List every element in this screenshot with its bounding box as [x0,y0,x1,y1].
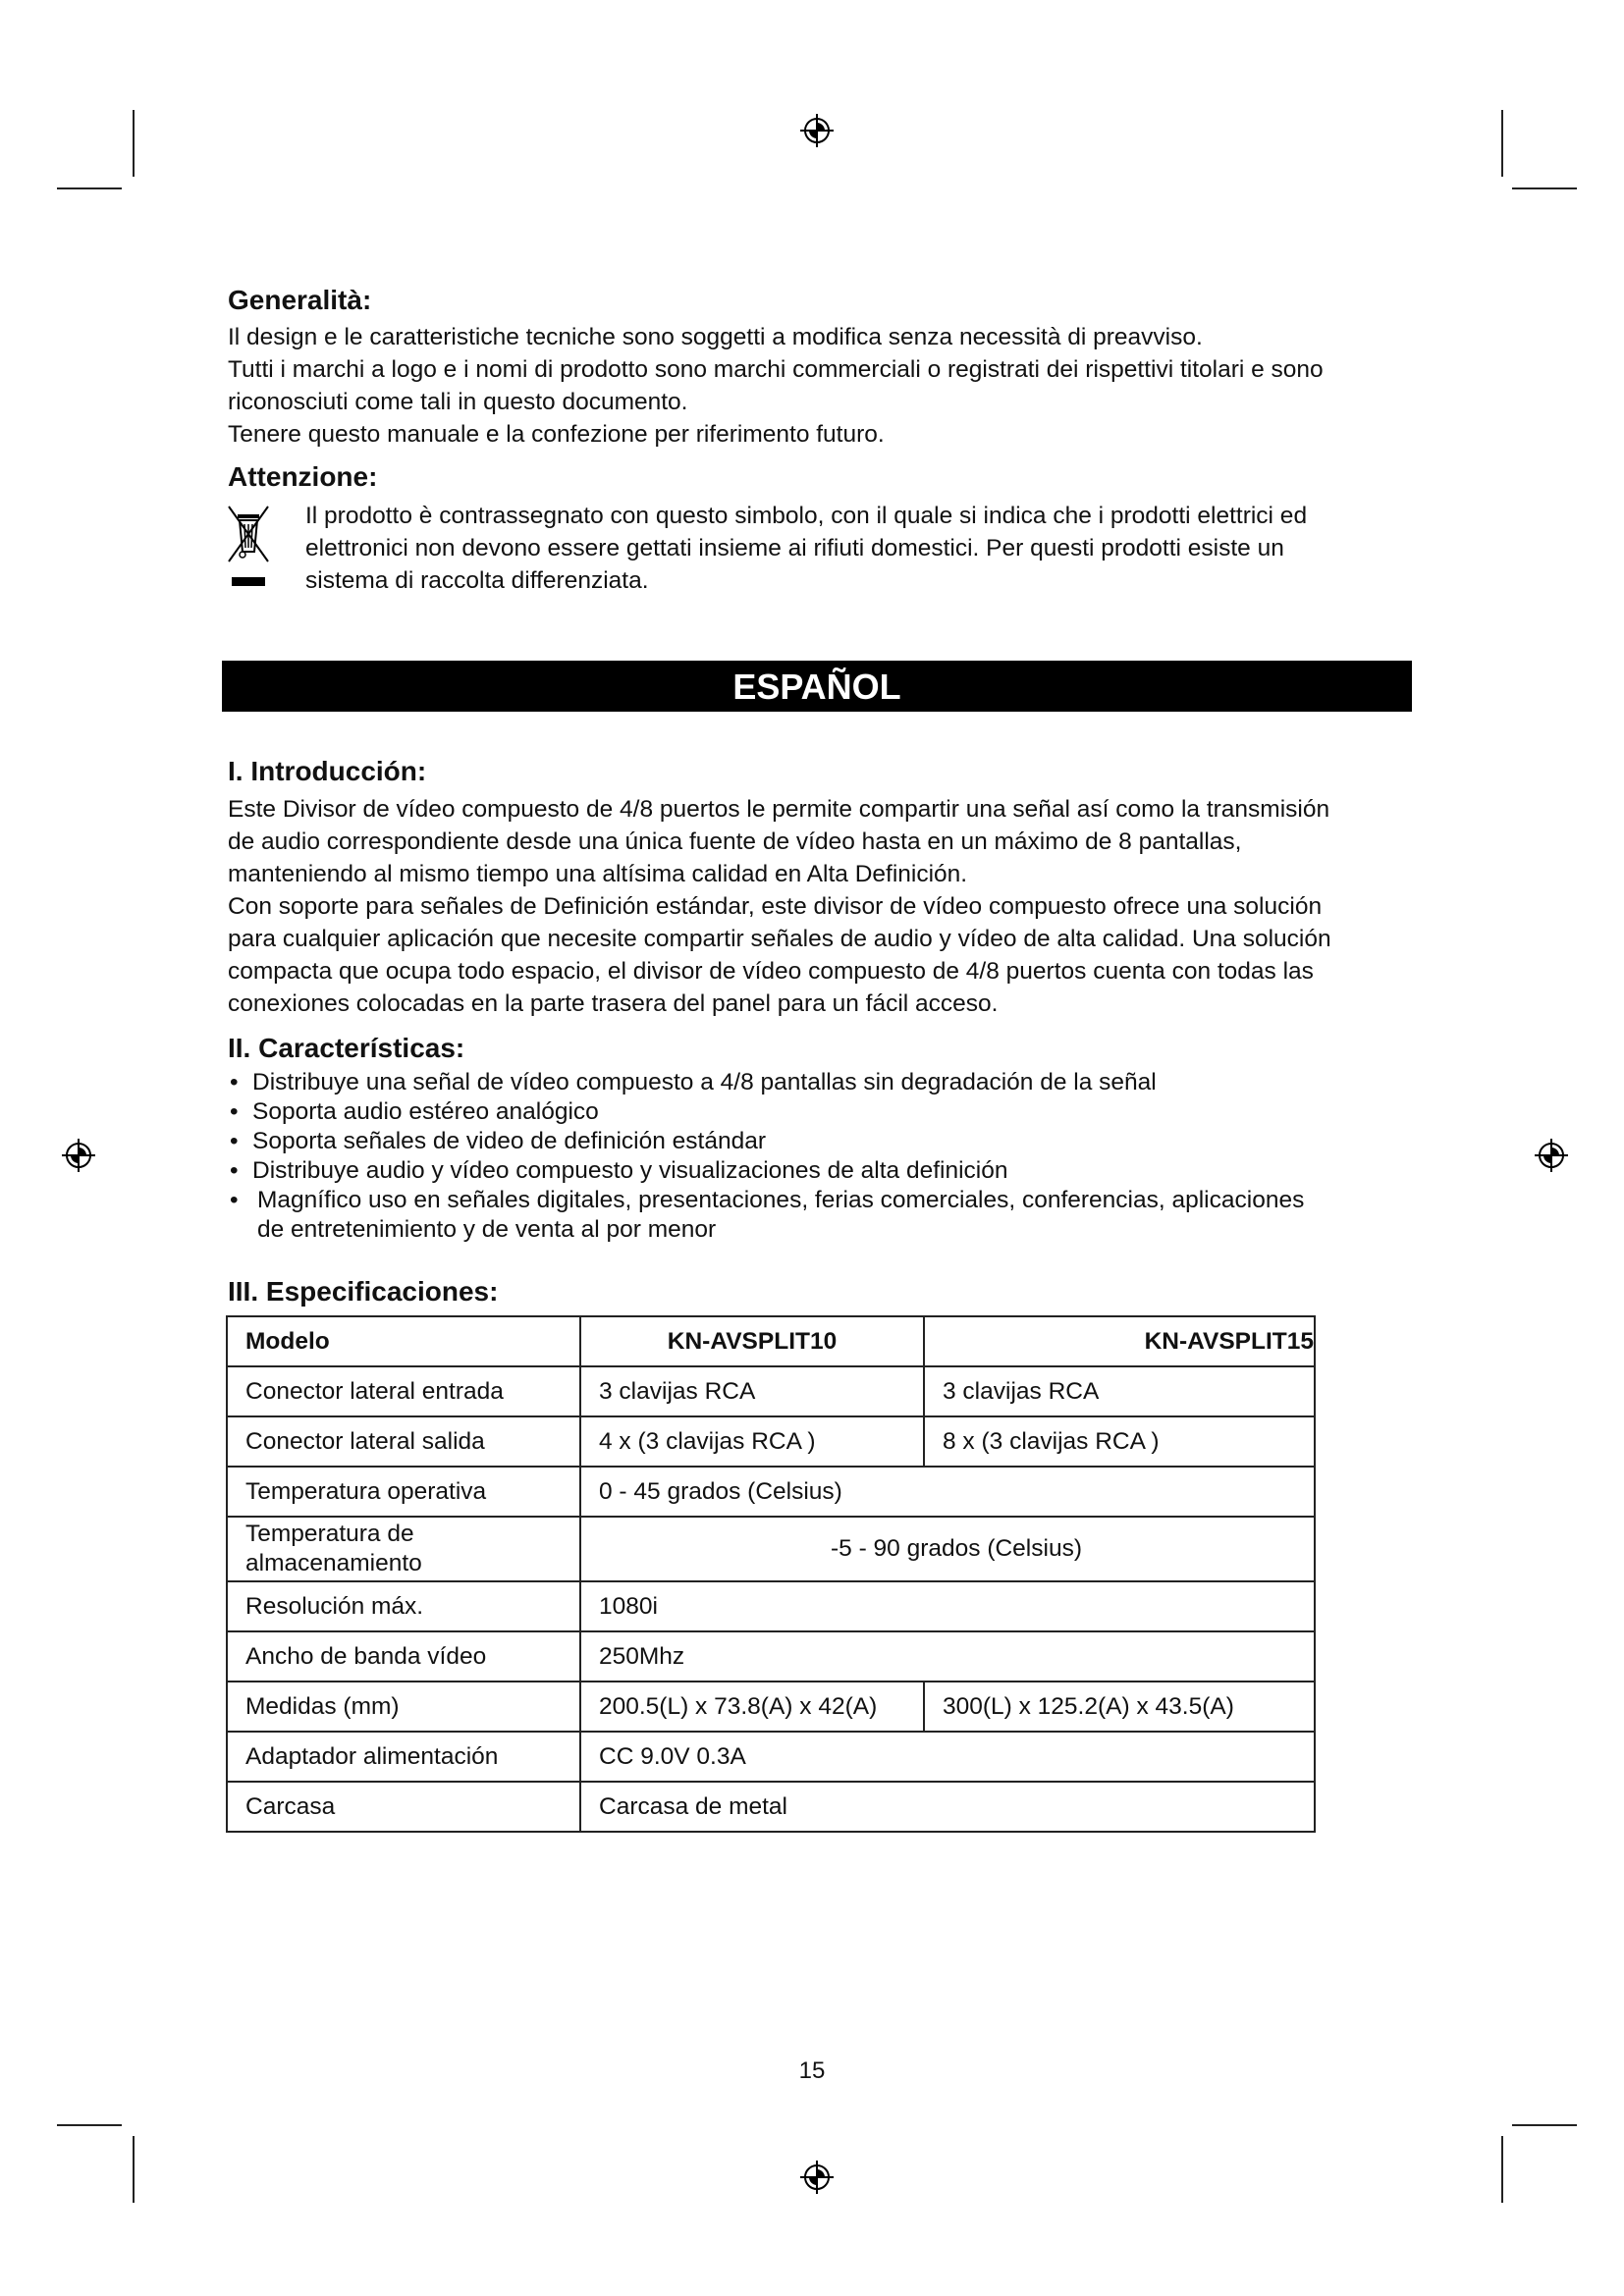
crop-mark [57,187,122,189]
section-heading-introduccion: I. Introducción: [228,756,427,786]
table-row [227,1366,1315,1416]
attenzione-paragraph [305,500,1435,597]
table-row [227,1682,1315,1732]
section-heading-caracteristicas: II. Características: [228,1033,465,1063]
table-header-row [227,1316,1315,1366]
table-cell: 0 - 45 grados (Celsius) [580,1467,1315,1517]
table-cell: KN-AVSPLIT10 [580,1316,924,1366]
list-item: • Soporta audio estéreo analógico [226,1097,1434,1127]
table-cell: Medidas (mm) [227,1682,580,1732]
table-cell: 300(L) x 125.2(A) x 43.5(A) [924,1682,1315,1732]
text-line: Tenere questo manuale e la confezione per riferimento futuro. [228,421,885,448]
text-line: riconosciuti come tali in questo documento. [228,389,688,415]
generalita-paragraph [228,321,1435,451]
table-cell: 3 clavijas RCA [924,1366,1315,1416]
specifications-table [226,1315,1316,1833]
table-cell: Temperatura de almacenamiento [227,1517,580,1581]
registration-mark-icon [1534,1138,1569,1173]
text-line: sistema di raccolta differenziata. [305,567,649,594]
crop-mark [1501,2136,1503,2203]
table-cell: CC 9.0V 0.3A [580,1732,1315,1782]
table-row [227,1581,1315,1631]
table-cell: 8 x (3 clavijas RCA ) [924,1416,1315,1467]
table-row [227,1467,1315,1517]
features-list [226,1068,1434,1245]
introduccion-paragraph [228,793,1435,1020]
list-item: • Soporta señales de video de definición estándar [226,1127,1434,1156]
table-row [227,1732,1315,1782]
crop-mark [1512,2124,1577,2126]
table-cell: 200.5(L) x 73.8(A) x 42(A) [580,1682,924,1732]
table-cell: Adaptador alimentación [227,1732,580,1782]
table-cell: 4 x (3 clavijas RCA ) [580,1416,924,1467]
table-cell: Carcasa [227,1782,580,1832]
crop-mark [133,2136,135,2203]
text-line: elettronici non devono essere gettati insieme ai rifiuti domestici. Per questi prodotti esiste un [305,535,1284,561]
table-cell: 3 clavijas RCA [580,1366,924,1416]
crop-mark [1512,187,1577,189]
list-item [226,1186,1434,1245]
page-number: 15 [798,2057,826,2084]
table-cell: Ancho de banda vídeo [227,1631,580,1682]
text-line: de audio correspondiente desde una única fuente de vídeo hasta en un máximo de 8 pantallas, [228,828,1242,855]
text-line: • Magnífico uso en señales digitales, presentaciones, ferias comerciales, conferencias, aplicaciones [257,1187,1305,1213]
table-cell: Conector lateral entrada [227,1366,580,1416]
text-line: Il prodotto è contrassegnato con questo simbolo, con il quale si indica che i prodotti elettrici ed [305,503,1308,529]
table-cell: Resolución máx. [227,1581,580,1631]
section-heading-attenzione: Attenzione: [228,461,378,492]
table-row [227,1631,1315,1682]
section-heading-generalita: Generalità: [228,285,372,315]
registration-mark-icon [799,2160,835,2195]
section-heading-especificaciones: III. Especificaciones: [228,1276,499,1307]
table-cell: 1080i [580,1581,1315,1631]
crop-mark [57,2124,122,2126]
language-banner: ESPAÑOL [222,661,1412,712]
registration-mark-icon [799,113,835,148]
text-line: Con soporte para señales de Definición estándar, este divisor de vídeo compuesto ofrece una solución [228,893,1323,920]
table-cell: Conector lateral salida [227,1416,580,1467]
text-line: Il design e le caratteristiche tecniche sono soggetti a modifica senza necessità di preavviso. [228,324,1203,350]
text-line: manteniendo al mismo tiempo una altísima calidad en Alta Definición. [228,861,968,887]
list-item: • Distribuye una señal de vídeo compuesto a 4/8 pantallas sin degradación de la señal [226,1068,1434,1097]
crop-mark [1501,110,1503,177]
weee-crossed-bin-icon [226,501,271,591]
table-cell: -5 - 90 grados (Celsius) [580,1517,1315,1581]
crop-mark [133,110,135,177]
table-row [227,1416,1315,1467]
text-line: compacta que ocupa todo espacio, el divisor de vídeo compuesto de 4/8 puertos cuenta con todas las [228,958,1314,985]
text-line: Tutti i marchi a logo e i nomi di prodotto sono marchi commerciali o registrati dei rispettivi titolari e sono [228,356,1324,383]
table-cell: KN-AVSPLIT15 [924,1316,1315,1366]
registration-mark-icon [61,1138,96,1173]
table-cell: Temperatura operativa [227,1467,580,1517]
table-row [227,1517,1315,1581]
list-item: • Distribuye audio y vídeo compuesto y visualizaciones de alta definición [226,1156,1434,1186]
table-cell: Carcasa de metal [580,1782,1315,1832]
table-row [227,1782,1315,1832]
text-line: conexiones colocadas en la parte trasera del panel para un fácil acceso. [228,990,999,1017]
text-line: Este Divisor de vídeo compuesto de 4/8 puertos le permite compartir una señal así como la transmisión [228,796,1330,823]
text-line: de entretenimiento y de venta al por menor [257,1216,717,1243]
table-cell: 250Mhz [580,1631,1315,1682]
table-cell: Modelo [227,1316,580,1366]
text-line: para cualquier aplicación que necesite compartir señales de audio y vídeo de alta calidad. Una solución [228,926,1331,952]
